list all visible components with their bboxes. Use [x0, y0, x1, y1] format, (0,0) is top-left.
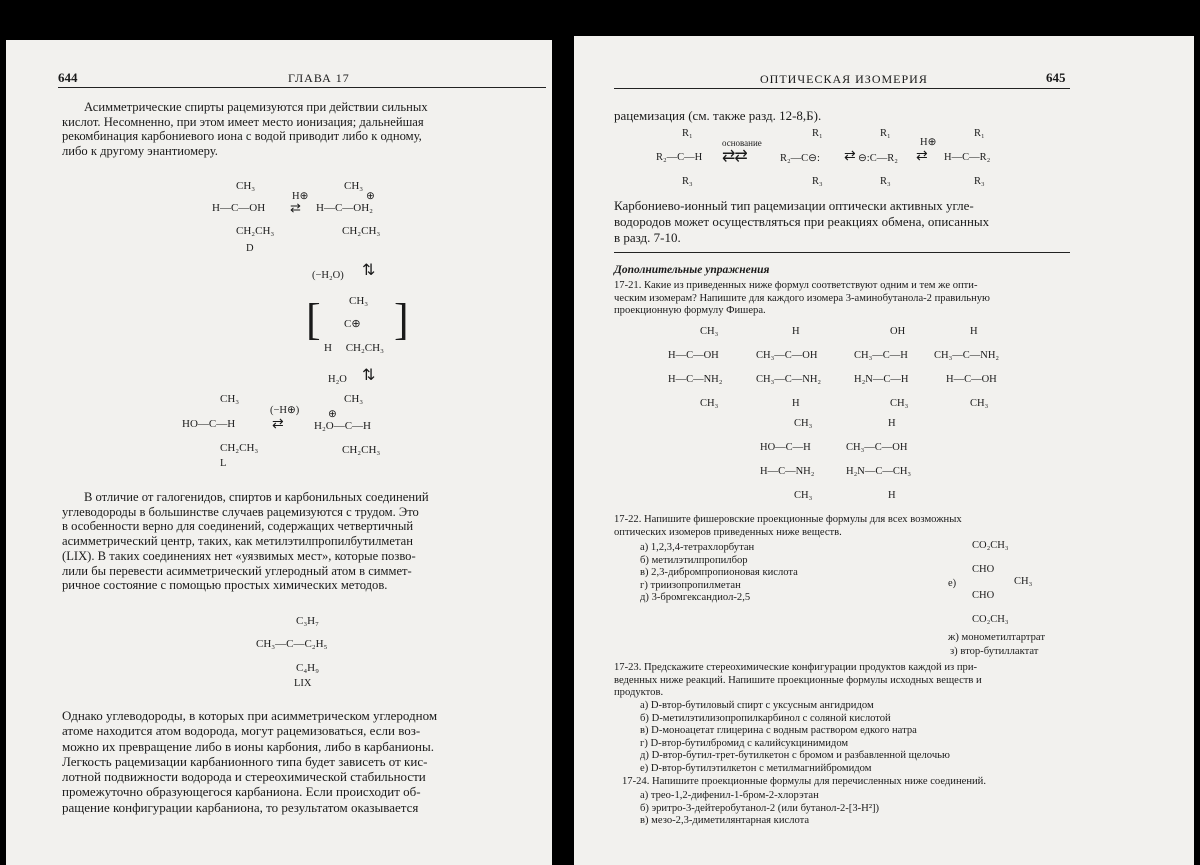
formula-text: CH₃—C—H [854, 350, 908, 361]
equilibrium-arrow: ⇄ [916, 149, 928, 164]
list-item: з) втор-бутиллактат [950, 646, 1039, 657]
formula-text: HO—C—H [182, 418, 236, 430]
formula-text: HO—C—H [760, 442, 811, 453]
formula-text: R₁ [974, 128, 985, 139]
formula-text: R₃ [974, 176, 985, 187]
formula-text: CH₃ [236, 180, 256, 192]
formula-text: H CH₂CH₃ [324, 342, 384, 354]
list-item: б) метилэтилпропилбор [640, 554, 748, 566]
left-page [6, 40, 552, 865]
formula-text: R₃ [880, 176, 891, 187]
formula-text: R₃ [682, 176, 693, 187]
formula-text: H—C—OH₂ [316, 202, 374, 214]
formula-text: CH₃—C—OH [756, 350, 818, 361]
header-rule [614, 88, 1070, 89]
formula-label: LIX [294, 678, 312, 689]
bracket-left: [ [306, 295, 321, 344]
charge: ⊕ [328, 409, 337, 420]
formula-text: CH₃ [970, 398, 989, 409]
formula-text: CH₂CH₃ [342, 444, 381, 456]
charge: ⊕ [366, 191, 375, 202]
formula-text: CH₃—C—C₂H₅ [256, 638, 328, 650]
section-rule [614, 252, 1070, 253]
list-item: г) триизопропилметан [640, 579, 741, 591]
list-item: а) трео-1,2-дифенил-1-бром-2-хлорэтан [640, 790, 819, 801]
bracket-right: ] [394, 295, 409, 344]
equilibrium-arrow: ⇄ [844, 149, 856, 164]
header-rule [58, 87, 546, 88]
formula-text: R₁ [812, 128, 823, 139]
paragraph: Асимметрические спирты рацемизуются при действии сильных кислот. Несомненно, при этом имеет место ионизация; дальнейшая рекомбинация карбониевого иона с водой приводит либо к одному, либо к другому энантиомеру. [62, 100, 428, 159]
formula-label: е) [948, 578, 957, 589]
arrow-label: (−H₂O) [312, 270, 344, 281]
arrow-label: H₂O [328, 374, 347, 385]
equilibrium-arrow: ⇄ [290, 200, 301, 215]
arrow-label: H⊕ [920, 137, 937, 148]
formula-text: CH₃ [890, 398, 909, 409]
paragraph: В отличие от галогенидов, спиртов и карбонильных соединений углеводороды в большинстве случаев рацемизуются с трудом. Это в особенности верно для соединений, содержащих четвертичный асимметрический центр, таких, как метилэтилпропилбутилметан (LIX). В таких соединениях нет «уязвимых мест», которые позво- лили бы перевести асимметрический углеродный атом в симмет- ричное состояние с помощью простых химических методов. [62, 490, 429, 593]
exercise-17-21: 17-21. Какие из приведенных ниже формул соответствуют одним и тем же опти- ческим изомерам? Напишите для каждого изомера 3-аминобутанола-2 правильную проекционную формулу Фишера. [614, 280, 990, 317]
formula-text: CO₂CH₃ [972, 540, 1009, 551]
formula-text: CH₃ [700, 326, 719, 337]
paragraph: Однако углеводороды, в которых при асимметрическом углеродном атоме находится атом водорода, могут рацемизоваться, если воз- можно их превращение либо в ионы карбония, либо в карбанионы. Легкость рацемизации карбанионного типа будет зависеть от кис- лотной подвижности водорода и стереохимической стабильности промежуточно образующегося карбаниона. Если происходит об- ращение конфигурации карбаниона, то результатом оказывается [62, 708, 438, 815]
formula-text: H—C—OH [212, 202, 266, 214]
formula-text: H—C—NH₂ [668, 374, 723, 385]
formula-text: H [792, 326, 800, 337]
formula-text: CHO [972, 564, 995, 575]
right-page [574, 36, 1194, 865]
formula-text: CH₃—C—NH₂ [756, 374, 822, 385]
equilibrium-arrow: ⇅ [362, 367, 376, 384]
arrow-label: основание [722, 138, 762, 148]
list-item: а) D-втор-бутиловый спирт с уксусным ангидридом [640, 700, 874, 711]
formula-text: R₂—C⊖: [780, 153, 820, 164]
list-item: а) 1,2,3,4-тетрахлорбутан [640, 542, 755, 553]
formula-text: C₃H₇ [296, 615, 319, 627]
formula-text: CHO [972, 590, 995, 601]
exercise-17-24: 17-24. Напишите проекционные формулы для перечисленных ниже соединений. [622, 776, 986, 787]
formula-text: C₄H₉ [296, 662, 319, 674]
formula-text: C⊕ [344, 318, 361, 330]
equilibrium-arrow: ⇄ [272, 417, 284, 432]
formula-text: CH₃—C—OH [846, 442, 908, 453]
exercise-list [640, 700, 950, 776]
formula-text: H—C—OH [668, 350, 719, 361]
section-title: Дополнительные упражнения [614, 264, 770, 276]
formula-text: CH₃ [349, 295, 369, 307]
paragraph: Карбониево-ионный тип рацемизации оптически активных угле- водородов может осуществляться при реакциях обмена, описанных в разд. 7-10. [614, 198, 990, 245]
arrow-label: H⊕ [292, 191, 309, 202]
list-item: д) 3-бромгександиол-2,5 [640, 592, 751, 604]
running-header: ОПТИЧЕСКАЯ ИЗОМЕРИЯ [760, 72, 928, 86]
formula-text: H—C—NH₂ [760, 466, 815, 477]
formula-text: H [888, 490, 896, 501]
page-number: 644 [58, 70, 78, 85]
list-item: в) мезо-2,3-диметилянтарная кислота [640, 815, 810, 827]
equilibrium-arrow: ⇄⇄ [722, 148, 747, 165]
list-item: д) D-втор-бутил-трет-бутилкетон с бромом и разбавленной щелочью [640, 750, 950, 762]
formula-text: R₃ [812, 176, 823, 187]
formula-text: R₁ [682, 128, 693, 139]
arrow-label: (−H⊕) [270, 405, 300, 416]
formula-text: CO₂CH₃ [972, 614, 1009, 625]
formula-text: H₂N—C—H [854, 374, 909, 385]
formula-label: L [220, 458, 227, 469]
formula-text: H—C—R₂ [944, 152, 991, 163]
formula-text: OH [890, 326, 906, 337]
list-item: г) D-втор-бутилбромид с калийсукцинимидом [640, 737, 849, 749]
formula-text: CH₂CH₃ [236, 225, 275, 237]
exercise-list [640, 542, 798, 605]
formula-text: R₂—C—H [656, 152, 703, 163]
list-item: б) D-метилэтилизопропилкарбинол с соляной кислотой [640, 712, 891, 724]
formula-text: CH₃—C—NH₂ [934, 350, 1000, 361]
equilibrium-arrow: ⇅ [362, 262, 376, 279]
formula-label: D [246, 243, 254, 254]
list-item: ж) монометилтартрат [948, 632, 1045, 643]
formula-text: R₁ [880, 128, 891, 139]
list-item: е) D-втор-бутилэтилкетон с метилмагнийбромидом [640, 762, 872, 774]
formula-text: CH₃ [220, 393, 240, 405]
formula-text: H [970, 326, 978, 337]
formula-text: CH₃ [344, 393, 364, 405]
formula-text: CH₃ [794, 490, 813, 501]
exercise-list [640, 790, 879, 828]
book-gutter [552, 0, 574, 865]
formula-text: CH₃ [794, 418, 813, 429]
list-item: в) 2,3-дибромпропионовая кислота [640, 567, 798, 579]
formula-text: CH₃ [344, 180, 364, 192]
formula-text: H₂O—C—H [314, 420, 372, 432]
text-line: рацемизация (см. также разд. 12-8,Б). [614, 108, 822, 123]
page-number: 645 [1046, 70, 1066, 85]
exercise-17-23: 17-23. Предскажите стереохимические конфигурации продуктов каждой из при- веденных ниже реакций. Напишите проекционные формулы исходных веществ и продуктов. [614, 662, 982, 699]
exercise-17-22: 17-22. Напишите фишеровские проекционные формулы для всех возможных оптических изомеров приведенных ниже веществ. [614, 514, 962, 538]
formula-text: CH₂CH₃ [342, 225, 381, 237]
formula-text: H [792, 398, 800, 409]
formula-text: ⊖:C—R₂ [858, 153, 898, 164]
formula-text: CH₃ [700, 398, 719, 409]
formula-text: H—C—OH [946, 374, 997, 385]
formula-text: H [888, 418, 896, 429]
running-header: ГЛАВА 17 [288, 71, 350, 85]
list-item: б) эритро-3-дейтеробутанол-2 (или бутанол-2-[3-H²]) [640, 802, 880, 814]
formula-text: CH₃ [1014, 576, 1033, 587]
formula-text: H₂N—C—CH₃ [846, 466, 912, 477]
list-item: в) D-монoацетат глицерина с водным раствором едкого натра [640, 725, 917, 737]
formula-text: CH₂CH₃ [220, 442, 259, 454]
